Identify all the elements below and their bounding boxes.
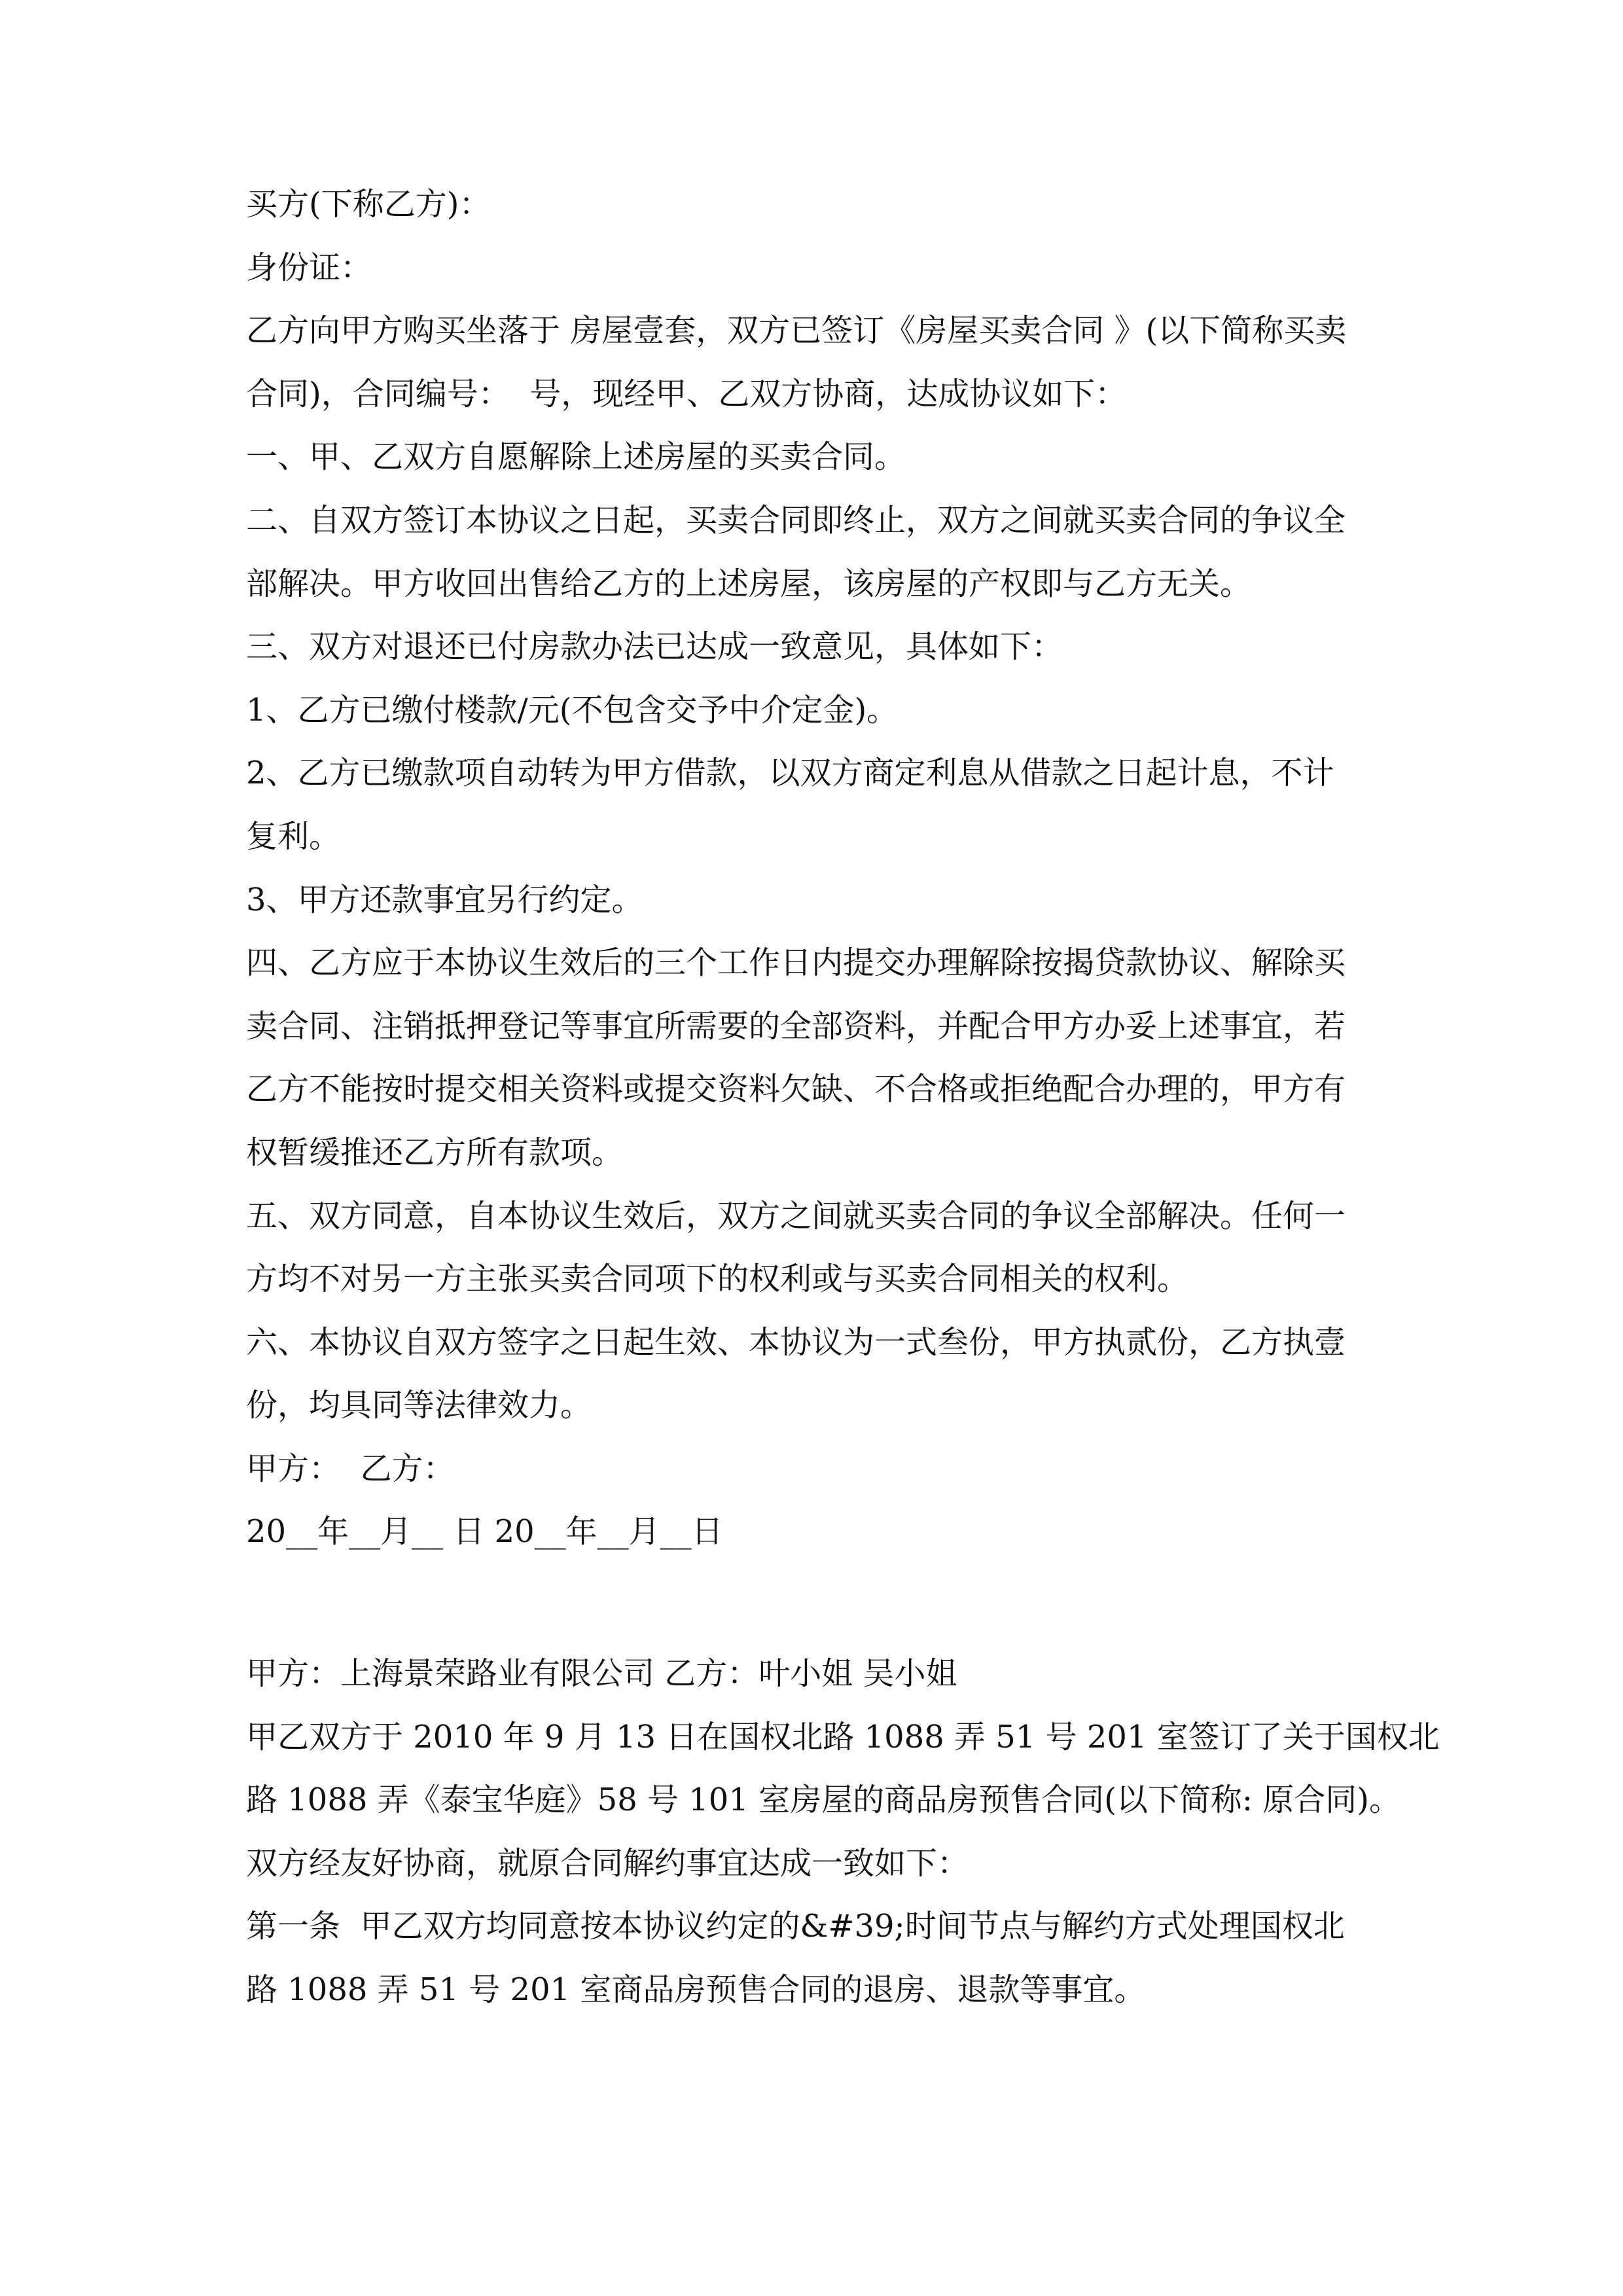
- text-line: 二、自双方签订本协议之日起，买卖合同即终止，双方之间就买卖合同的争议全: [246, 501, 1346, 539]
- text-line: 第一条 甲乙双方均同意按本协议约定的&#39;时间节点与解约方式处理国权北: [246, 1908, 1345, 1945]
- text-line: 部解决。甲方收回出售给乙方的上述房屋，该房屋的产权即与乙方无关。: [246, 565, 1252, 602]
- text-line: 权暂缓推还乙方所有款项。: [246, 1134, 624, 1171]
- parties-line: 甲方：上海景荣路业有限公司 乙方：叶小姐 吴小姐: [246, 1655, 957, 1693]
- signature-date-line: 20__年__月__ 日 20__年__月__日: [246, 1513, 723, 1551]
- text-line: 卖合同、注销抵押登记等事宜所需要的全部资料，并配合甲方办妥上述事宜，若: [246, 1007, 1346, 1045]
- text-line: 乙方不能按时提交相关资料或提交资料欠缺、不合格或拒绝配合办理的，甲方有: [246, 1071, 1346, 1108]
- text-line: 1、乙方已缴付楼款/元(不包含交予中介定金)。: [246, 691, 899, 728]
- text-line: 身份证：: [246, 249, 372, 286]
- text-line: 甲乙双方于 2010 年 9 月 13 日在国权北路 1088 弄 51 号 201 室签订了关于国权北: [246, 1718, 1440, 1755]
- text-line: 2、乙方已缴款项自动转为甲方借款，以双方商定利息从借款之日起计息，不计: [246, 755, 1334, 792]
- signature-parties-line: 甲方： 乙方：: [246, 1450, 455, 1487]
- text-line: 双方经友好协商，就原合同解约事宜达成一致如下：: [246, 1844, 969, 1882]
- text-line: 复利。: [246, 817, 341, 855]
- text-line: 五、双方同意，自本协议生效后，双方之间就买卖合同的争议全部解决。任何一: [246, 1197, 1346, 1234]
- text-line: 份，均具同等法律效力。: [246, 1387, 592, 1424]
- text-line: 四、乙方应于本协议生效后的三个工作日内提交办理解除按揭贷款协议、解除买: [246, 944, 1346, 982]
- text-line: 方均不对另一方主张买卖合同项下的权利或与买卖合同相关的权利。: [246, 1261, 1189, 1298]
- text-line: 路 1088 弄 51 号 201 室商品房预售合同的退房、退款等事宜。: [246, 1971, 1146, 2009]
- text-line: 乙方向甲方购买坐落于 房屋壹套，双方已签订《房屋买卖合同 》(以下简称买卖: [246, 312, 1347, 350]
- document-body: [246, 173, 1440, 2022]
- text-line: 路 1088 弄《泰宝华庭》58 号 101 室房屋的商品房预售合同(以下简称: 原合同)。: [246, 1782, 1401, 1819]
- section-gap: [246, 1564, 1391, 1642]
- text-line: 六、本协议自双方签字之日起生效、本协议为一式叁份，甲方执贰份，乙方执壹: [246, 1323, 1346, 1361]
- text-line: 买方(下称乙方)：: [246, 186, 491, 223]
- text-line: 一、甲、乙双方自愿解除上述房屋的买卖合同。: [246, 439, 906, 476]
- text-line: 合同)，合同编号： 号，现经甲、乙双方协商，达成协议如下：: [246, 375, 1127, 412]
- text-line: 3、甲方还款事宜另行约定。: [246, 881, 643, 918]
- text-line: 三、双方对退还已付房款办法已达成一致意见，具体如下：: [246, 628, 1063, 666]
